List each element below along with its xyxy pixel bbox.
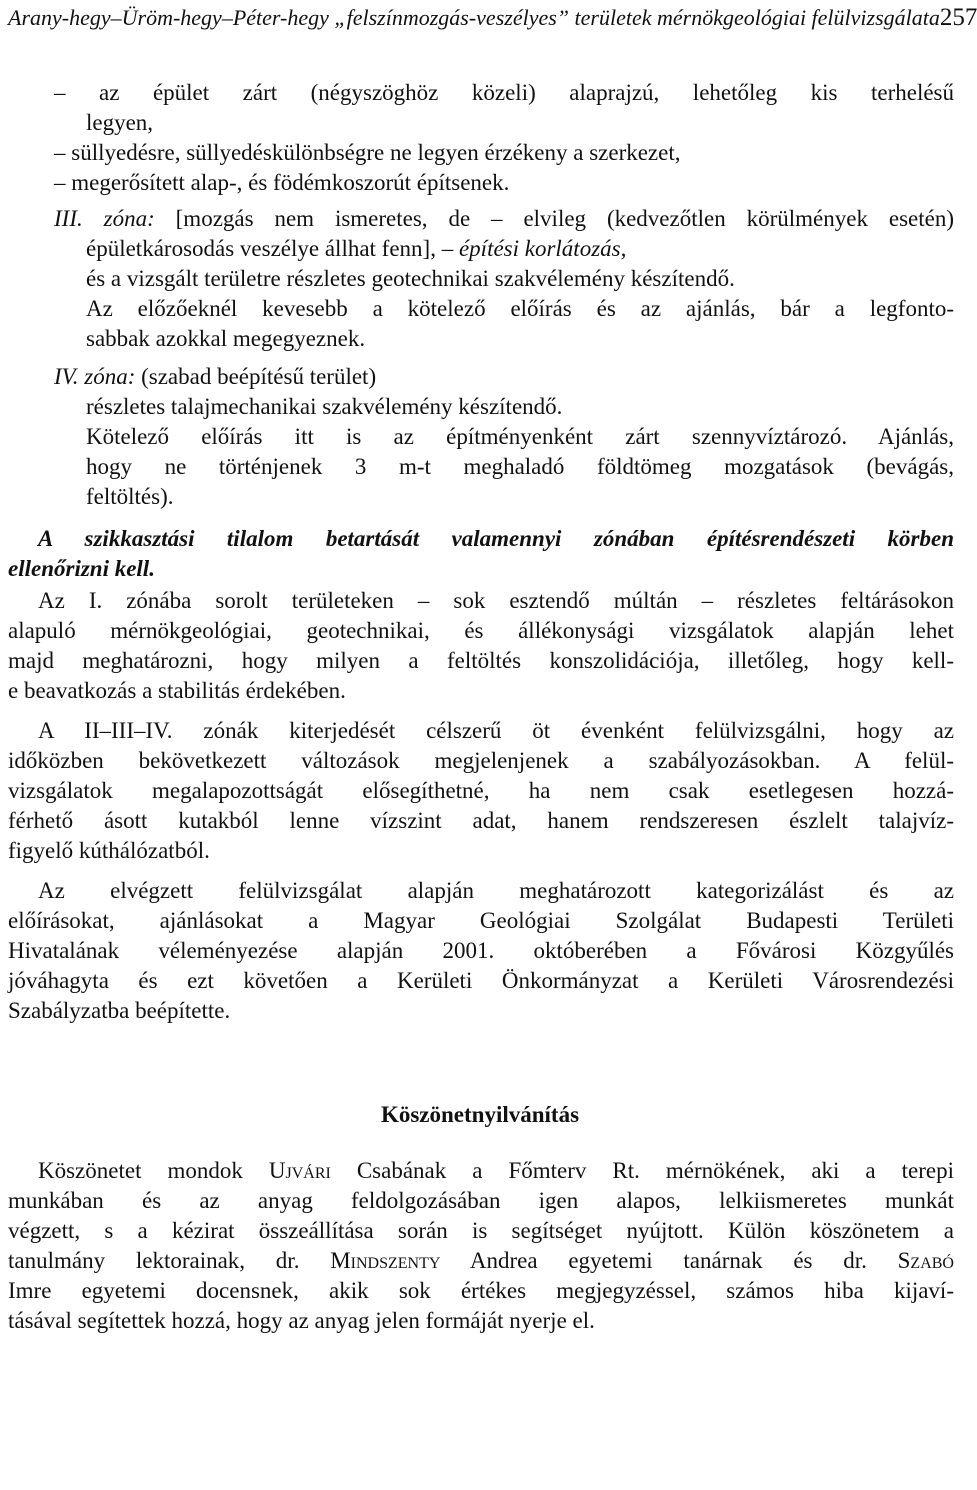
header-title: Arany-hegy–Üröm-hegy–Péter-hegy „felszínmozgás-veszélyes” területek mérnökgeológiai felülvizsgálata bbox=[8, 5, 940, 30]
construction-restriction: építési korlátozás, bbox=[458, 236, 627, 261]
paragraph-line: majd meghatározni, hogy milyen a feltöltés konszolidációja, illetőleg, hogy kell- bbox=[8, 648, 954, 673]
ack-line: tanulmány lektorainak, dr. Mindszenty Andrea egyetemi tanárnak és dr. Szabó bbox=[8, 1248, 954, 1273]
paragraph-review bbox=[8, 716, 954, 866]
paragraph-line: jóváhagyta és ezt követően a Kerületi Önkormányzat a Kerületi Városrendezési bbox=[8, 968, 954, 993]
zone-4-line: Kötelező előírás itt is az építményenként zárt szennyvíztározó. Ajánlás, bbox=[86, 424, 954, 449]
zone-4-line: hogy ne történjenek 3 m-t meghaladó földtömeg mozgatások (bevágás, bbox=[86, 454, 954, 479]
ack-line: munkában és az anyag feldolgozásában igen alapos, lelkiismeretes munkát bbox=[8, 1188, 954, 1213]
person-name: Ujvári bbox=[268, 1158, 331, 1183]
page-number: 257 bbox=[939, 4, 977, 31]
paragraph-line: Hivatalának véleményezése alapján 2001. októberében a Fővárosi Közgyűlés bbox=[8, 938, 954, 963]
zone-3-line: és a vizsgált területre részletes geotechnikai szakvélemény készítendő. bbox=[86, 266, 735, 291]
paragraph-line: férhető ásott kutakból lenne vízszint adat, hanem rendszeresen észlelt talajvíz- bbox=[8, 808, 954, 833]
paragraph-line: vizsgálatok megalapozottságát elősegíthetné, ha nem csak esetlegesen hozzá- bbox=[8, 778, 954, 803]
warning-note bbox=[8, 524, 954, 584]
paragraph-line: alapuló mérnökgeológiai, geotechnikai, és állékonysági vizsgálatok alapján lehet bbox=[8, 618, 954, 643]
zone-4-section bbox=[8, 362, 954, 512]
paragraph-zone-1 bbox=[8, 586, 954, 706]
paragraph-approval bbox=[8, 876, 954, 1026]
zone-4-line: IV. zóna: (szabad beépítésű terület) bbox=[54, 364, 377, 389]
zone-4-label: IV. zóna: bbox=[54, 364, 136, 389]
paragraph-line: A II–III–IV. zónák kiterjedését célszerű öt évenként felülvizsgálni, hogy az bbox=[38, 718, 954, 743]
bullet-line: – süllyedésre, süllyedéskülönbségre ne legyen érzékeny a szerkezet, bbox=[54, 140, 681, 165]
bullet-line: legyen, bbox=[86, 110, 154, 135]
ack-line: végzett, s a kézirat összeállítása során is segítséget nyújtott. Külön köszönetem a bbox=[8, 1218, 954, 1243]
person-name: Mindszenty bbox=[330, 1248, 441, 1273]
ack-line: Köszönetet mondok Ujvári Csabának a Főmterv Rt. mérnökének, aki a terepi bbox=[38, 1158, 954, 1183]
person-name: Szabó bbox=[897, 1248, 954, 1273]
running-header bbox=[8, 4, 977, 32]
paragraph-line: figyelő kúthálózatból. bbox=[8, 838, 210, 863]
paragraph-line: időközben bekövetkezett változások megjelenjenek a szabályozásokban. A felül- bbox=[8, 748, 954, 773]
paragraph-line: e beavatkozás a stabilitás érdekében. bbox=[8, 678, 346, 703]
zone-3-label: III. zóna: bbox=[54, 206, 155, 231]
zone-3-section bbox=[8, 204, 954, 354]
ack-line: Imre egyetemi docensnek, akik sok értékes megjegyzéssel, számos hiba kijaví- bbox=[8, 1278, 954, 1303]
acknowledgements-heading: Köszönetnyilvánítás bbox=[380, 1102, 580, 1127]
acknowledgements-text bbox=[8, 1156, 954, 1336]
bullet-line: – megerősített alap-, és födémkoszorút építsenek. bbox=[54, 170, 510, 195]
paragraph-line: előírásokat, ajánlásokat a Magyar Geológiai Szolgálat Budapesti Területi bbox=[8, 908, 954, 933]
zone-3-line: épületkárosodás veszélye állhat fenn], – építési korlátozás, bbox=[86, 236, 627, 261]
warning-line: ellenőrizni kell. bbox=[8, 556, 155, 581]
paragraph-line: Szabályzatba beépítette. bbox=[8, 998, 231, 1023]
warning-line: A szikkasztási tilalom betartását valamennyi zónában építésrendészeti körben bbox=[38, 526, 954, 551]
zone-3-line: III. zóna: [mozgás nem ismeretes, de – elvileg (kedvezőtlen körülmények esetén) bbox=[54, 206, 954, 231]
zone-4-line: feltöltés). bbox=[86, 484, 174, 509]
zone-3-line: Az előzőeknél kevesebb a kötelező előírás és az ajánlás, bár a legfonto- bbox=[86, 296, 954, 321]
intro-bullets bbox=[8, 78, 954, 198]
zone-3-line: sabbak azokkal megegyeznek. bbox=[86, 326, 366, 351]
ack-line: tásával segítettek hozzá, hogy az anyag jelen formáját nyerje el. bbox=[8, 1308, 595, 1333]
zone-4-line: részletes talajmechanikai szakvélemény készítendő. bbox=[86, 394, 563, 419]
paragraph-line: Az elvégzett felülvizsgálat alapján meghatározott kategorizálást és az bbox=[38, 878, 954, 903]
bullet-line: – az épület zárt (négyszöghöz közeli) alaprajzú, lehetőleg kis terhelésű bbox=[54, 80, 954, 105]
paragraph-line: Az I. zónába sorolt területeken – sok esztendő múltán – részletes feltárásokon bbox=[38, 588, 954, 613]
